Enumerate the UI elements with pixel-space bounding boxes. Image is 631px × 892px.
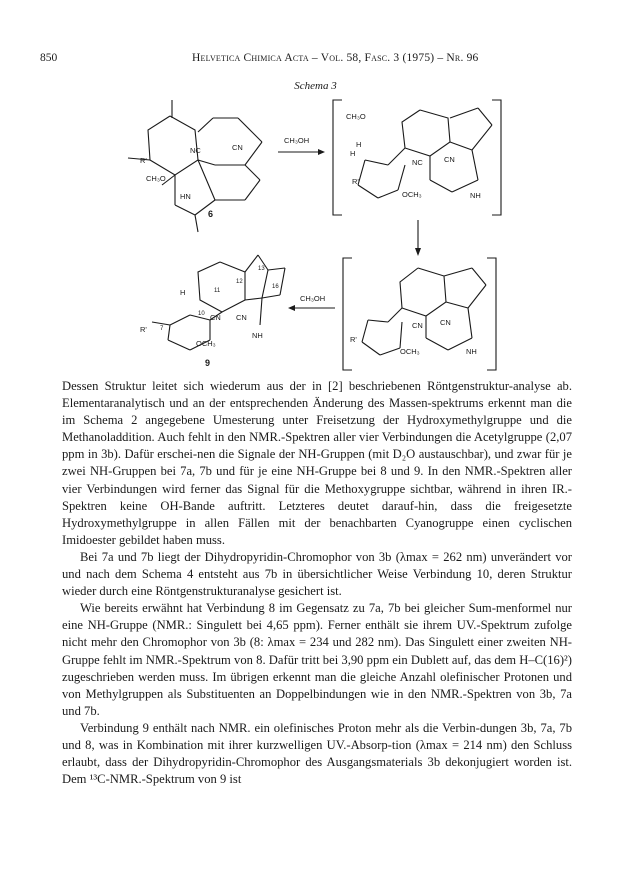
journal-citation: Helvetica Chimica Acta – Vol. 58, Fasc. 3 (1975) – Nr. 96 [192,52,479,64]
atom-label: NC [190,146,201,155]
paragraph: Dessen Struktur leitet sich wiederum aus der in [2] beschriebenen Röntgenstruktur-analyse ab. Elementaranalytisch und an der entsprechenden Änderung des Massen-spektrums erkennt man die im Schema 2 angegebene Umesterung unter Freisetzung der Hydroxymethylgruppe und die Methanoladdition. Auch fehlt in den NMR.-Spektren aller vier Verbindungen die Acetylgruppe (2,07 ppm in 3b). Dafür erschei-nen die Signale der NH-Gruppen (mit D₂O austauschbar), und zwar für je zwei NH-Gruppen bei 7a, 7b und für je eine NH-Gruppe bei 8 und 9. In den NMR.-Spektren aller vier Verbindungen wird ferner das Signal für die Methoxygruppe sichtbar, während in ihren IR.-Spektren keine OH-Bande auftritt. Letzteres deutet darauf-hin, dass die freigesetzte Hydroxymethylgruppe in allen Fällen mit der benachbarten Cyanogruppe einen cyclischen Imidoester gebildet haben muss. [62,379,572,547]
paragraph: Bei 7a und 7b liegt der Dihydropyridin-Chromophor von 3b (λmax = 262 nm) unverändert vor und nach dem Schema 4 entsteht aus 7b in übersichtlicher Weise Verbindung 10, deren Struktur wieder durch eine Röntgenstrukturanalyse gesichert ist. [62,549,572,599]
compound-number: 6 [208,209,214,219]
atom-label: CN [444,155,455,164]
atom-label: NH [466,347,477,356]
body-text [62,378,572,788]
atom-label: CN [232,143,243,152]
atom-label: CN [412,321,423,330]
atom-label: OCH₃ [402,190,422,199]
atom-label: 12 [236,279,243,285]
intermediate-structure-2 [362,268,486,355]
compound-number: 9 [205,358,211,368]
atom-label: CN [210,313,221,322]
atom-label: R' [140,325,147,334]
atom-label: 7 [160,326,164,332]
compound-6-structure [128,100,262,232]
atom-label: NC [412,158,423,167]
atom-label: OCH₃ [400,347,420,356]
atom-label: CN [440,318,451,327]
compound-9-structure [152,255,285,350]
atom-label: H [350,149,356,158]
reagent-label: CH₃OH [300,294,326,303]
paragraph: Verbindung 9 enthält nach NMR. ein olefinisches Proton mehr als die Verbin-dungen 3b, 7a, 7b und 8, was in Kombination mit ihrer kurzwelligen UV.-Absorp-tion (λmax = 214 nm) den Schluss erlaubt, dass der Dihydropyridin-Chromophor des Ausgangsmaterials 3b dekonjugiert worden ist. Dem ¹³C-NMR.-Spektrum von 9 ist [62,720,572,787]
atom-label: NH [252,331,263,340]
atom-label: R' [350,335,357,344]
atom-label: NH [470,191,481,200]
atom-label: CN [236,313,247,322]
atom-label: H [180,288,186,297]
atom-label: 11 [214,288,221,294]
atom-label: CH₃O [346,112,366,121]
atom-label: OCH₃ [196,339,216,348]
atom-label: 10 [198,311,205,317]
atom-label: 16 [272,284,279,290]
reagent-label: CH₃OH [284,136,310,145]
atom-label: H [356,140,362,149]
atom-label: HN [180,192,191,201]
atom-label: CH₃O [146,174,166,183]
reaction-scheme [0,0,631,375]
paragraph: Wie bereits erwähnt hat Verbindung 8 im Gegensatz zu 7a, 7b bei gleicher Sum-menformel nur eine NH-Gruppe (NMR.: Singulett bei 4,65 ppm). Ferner enthält sie ihrem UV.-Spektrum zufolge nicht mehr den Chromophor von 3b (8: λmax = 234 und 282 nm). Das Singulett einer zweiten NH-Gruppe fehlt im NMR.-Spektrum von 8. Dafür tritt bei 3,90 ppm ein Dublett auf, das dem H–C(16)²) zugeschrieben werden muss. Im übrigen erkennt man die gleiche Anzahl olefinischer Protonen und von Methylgruppen als Substituenten an Doppelbindungen wie in den NMR.-Spektren von 3b, 7a und 7b. [62,601,572,718]
atom-label: R' [352,177,359,186]
intermediate-structure [358,108,492,198]
atom-label: 13 [258,266,265,272]
atom-label: R' [140,156,147,165]
scheme-title: Schema 3 [294,80,337,92]
page-number: 850 [40,52,58,64]
